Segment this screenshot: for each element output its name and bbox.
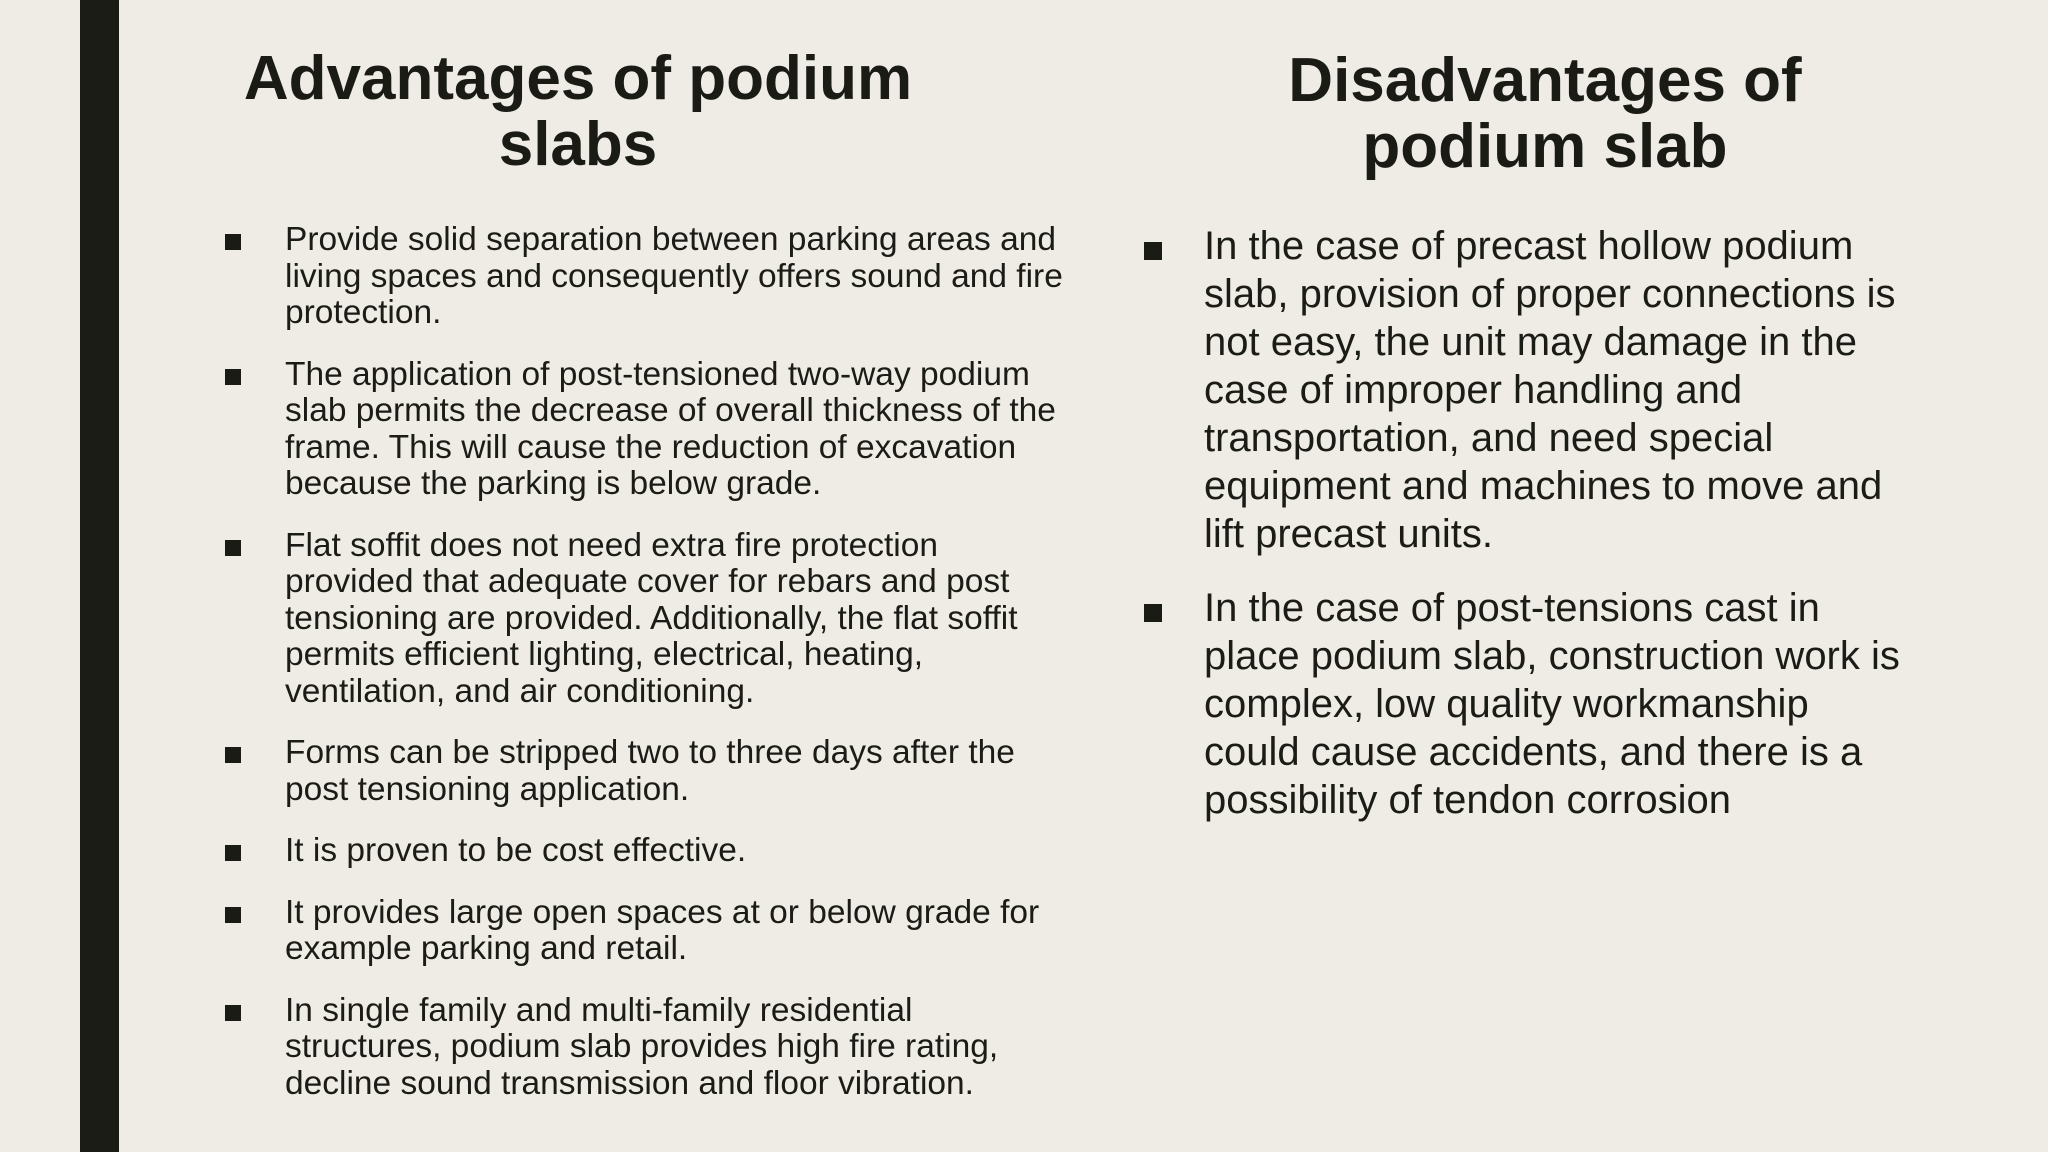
advantages-list bbox=[285, 222, 1075, 1127]
square-bullet-icon bbox=[225, 369, 241, 385]
advantage-item-text: It is proven to be cost effective. bbox=[285, 832, 747, 869]
disadvantages-title: Disadvantages of podium slab bbox=[1288, 46, 1802, 181]
disadvantage-item-text: In the case of post-tensions cast in place podium slab, construction work is complex, low quality workmanship could cause accidents, and there is a possibility of tendon corrosion bbox=[1204, 586, 1900, 822]
advantage-item-text: The application of post-tensioned two-way podium slab permits the decrease of overall thickness of the frame. This will cause the reduction of excavation because the parking is below grade. bbox=[285, 355, 1056, 502]
advantage-item bbox=[285, 735, 1075, 808]
disadvantage-item-text: In the case of precast hollow podium slab, provision of proper connections is not easy, the unit may damage in the case of improper handling and transportation, and need special equipment and machines to move and lift precast units. bbox=[1204, 224, 1896, 556]
advantage-item bbox=[285, 833, 1075, 870]
advantages-title: Advantages of podium slabs bbox=[243, 44, 913, 179]
advantage-item-text: Flat soffit does not need extra fire protection provided that adequate cover for rebars and post tensioning are provided. Additionally, the flat soffit permits efficient lighting, electrical, heating, ventilation, and air conditioning. bbox=[285, 526, 1018, 710]
left-accent-bar bbox=[80, 0, 119, 1152]
square-bullet-icon bbox=[225, 845, 241, 861]
square-bullet-icon bbox=[1144, 604, 1162, 622]
disadvantage-item bbox=[1204, 222, 1904, 558]
advantage-item-text: In single family and multi-family residential structures, podium slab provides high fire rating, decline sound transmission and floor vibration. bbox=[285, 991, 999, 1102]
advantage-item-text: It provides large open spaces at or below grade for example parking and retail. bbox=[285, 893, 1040, 967]
square-bullet-icon bbox=[1144, 242, 1162, 260]
advantage-item bbox=[285, 895, 1075, 968]
advantage-item bbox=[285, 357, 1075, 503]
advantage-item bbox=[285, 528, 1075, 711]
square-bullet-icon bbox=[225, 747, 241, 763]
disadvantages-list bbox=[1204, 222, 1904, 850]
advantage-item-text: Provide solid separation between parking areas and living spaces and consequently offers sound and fire protection. bbox=[285, 221, 1063, 331]
disadvantage-item bbox=[1204, 584, 1904, 824]
advantage-item-text: Forms can be stripped two to three days after the post tensioning application. bbox=[285, 734, 1015, 808]
square-bullet-icon bbox=[225, 1005, 241, 1021]
square-bullet-icon bbox=[225, 540, 241, 556]
square-bullet-icon bbox=[225, 907, 241, 923]
advantage-item bbox=[285, 993, 1075, 1103]
advantage-item bbox=[285, 222, 1075, 332]
square-bullet-icon bbox=[225, 234, 241, 250]
